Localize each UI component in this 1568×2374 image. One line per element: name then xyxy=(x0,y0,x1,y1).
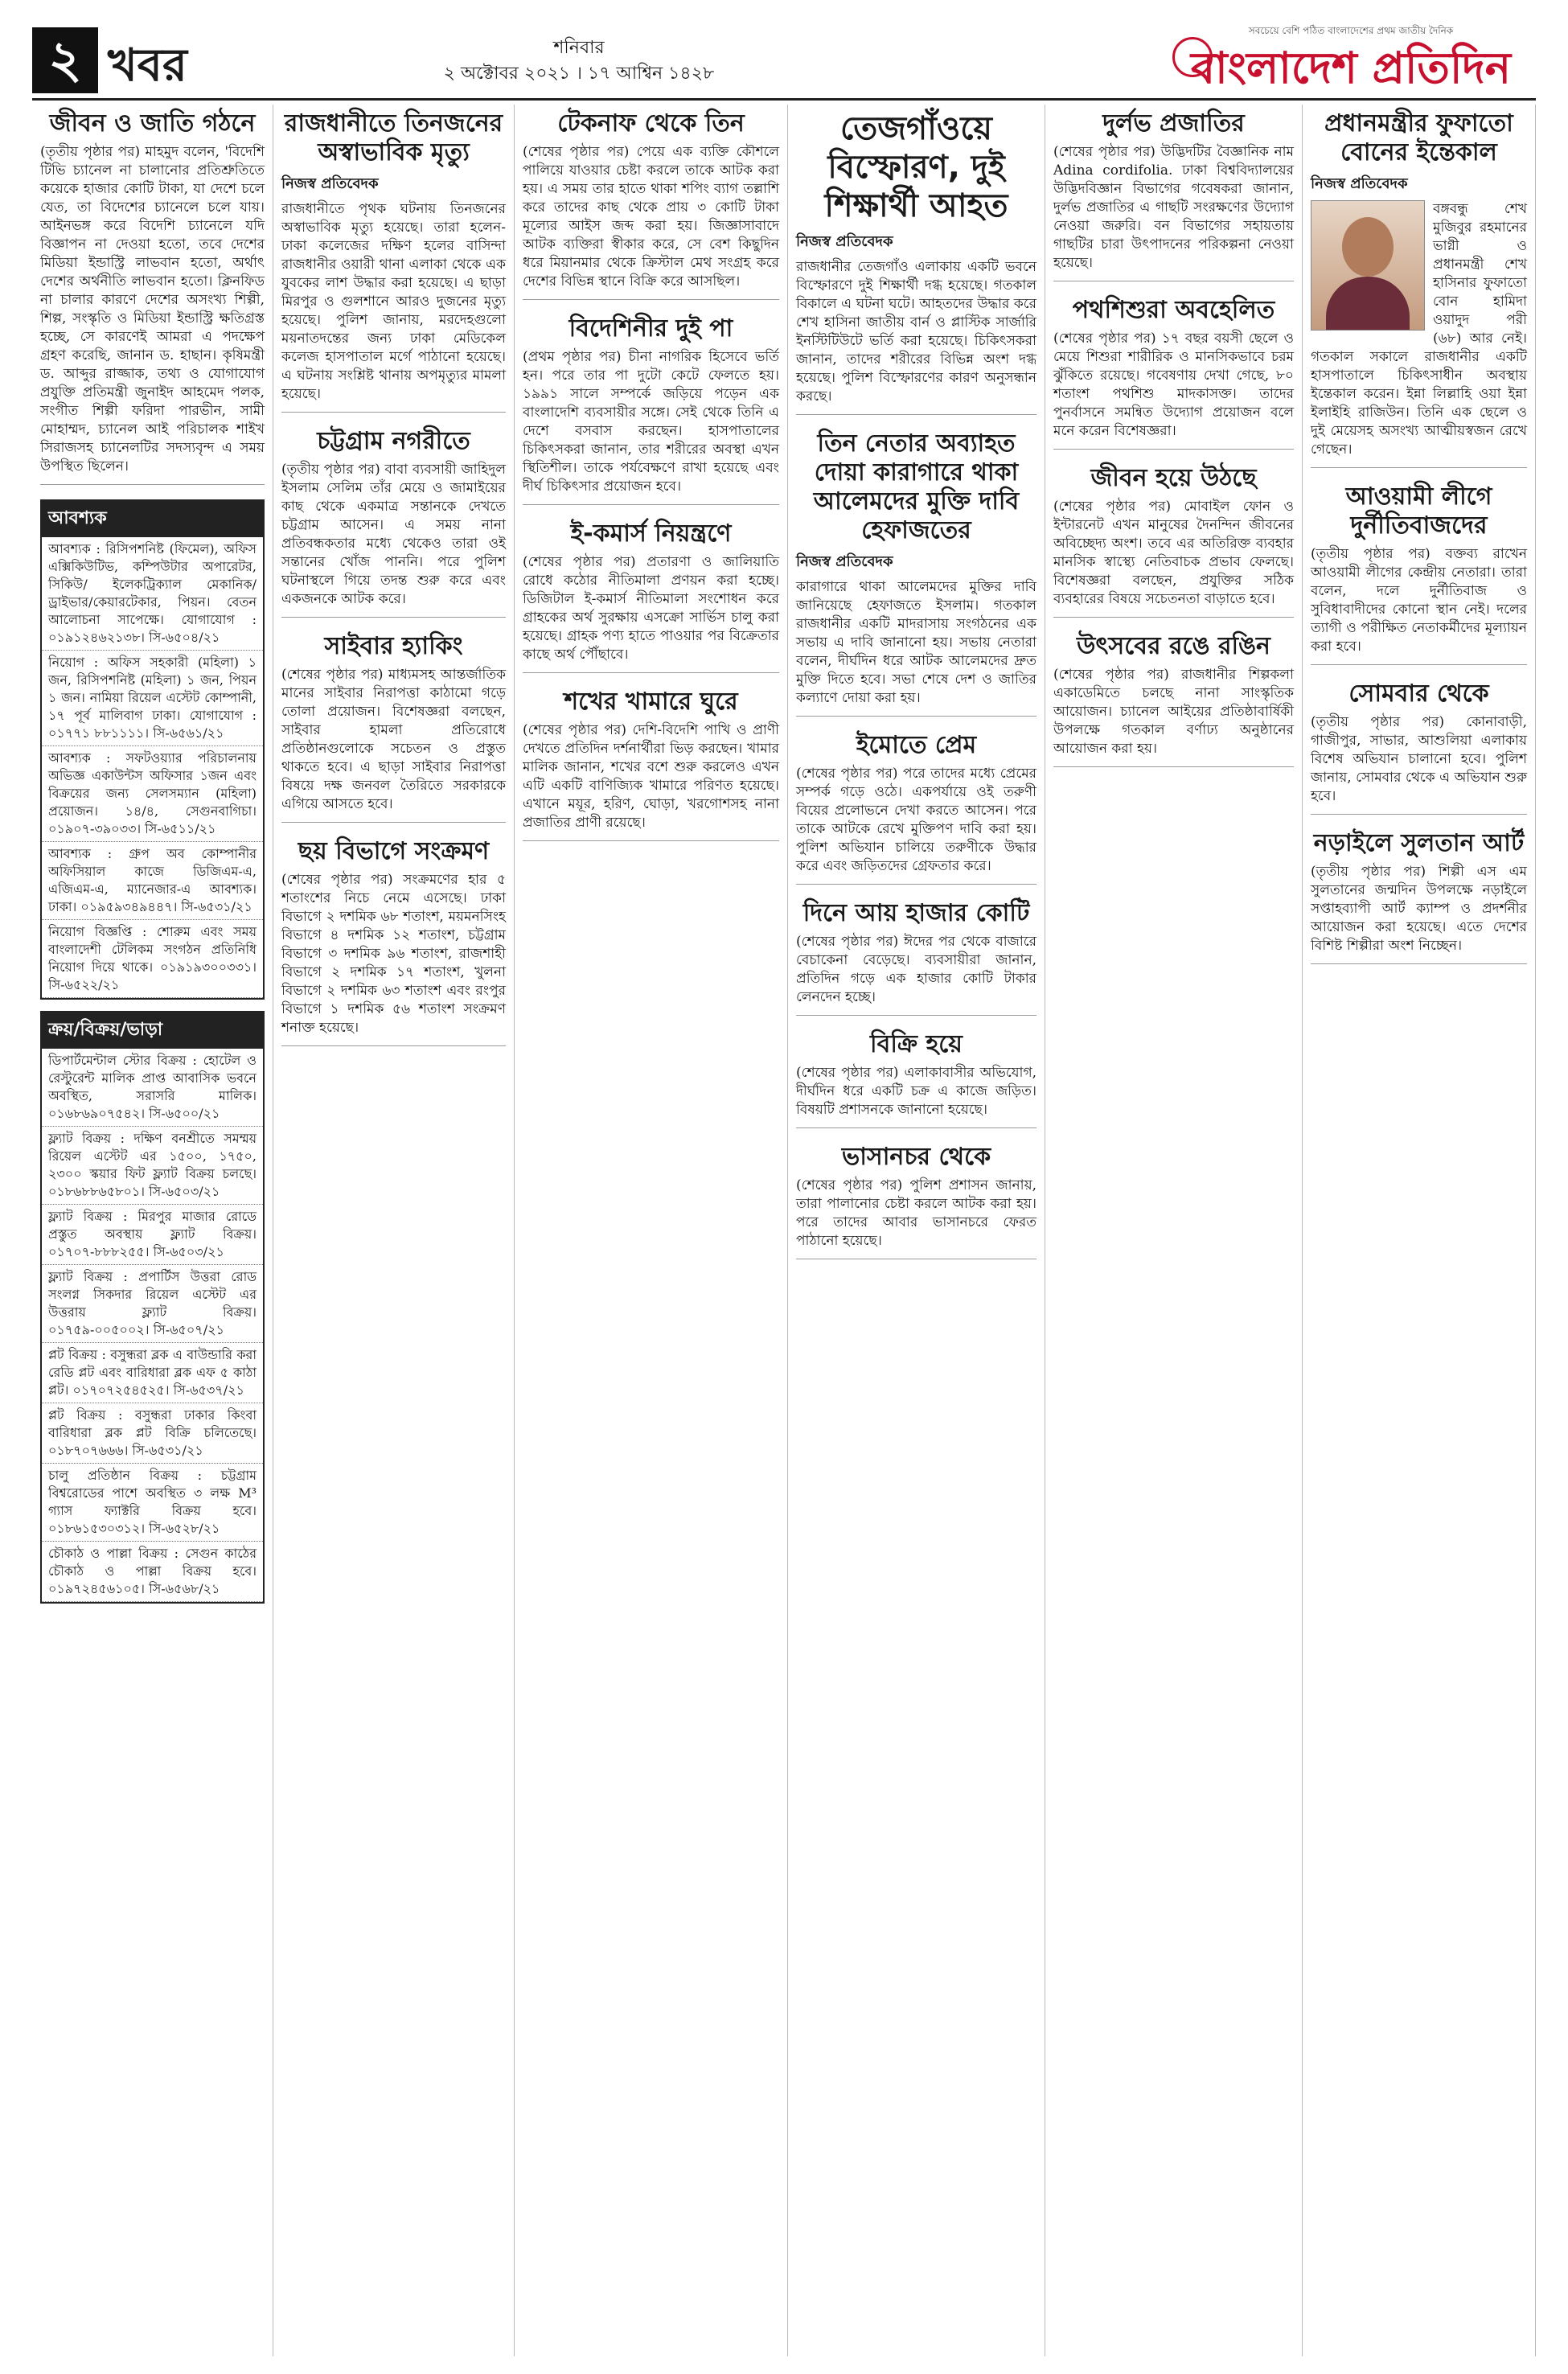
story-text: (শেষের পৃষ্ঠার পর) দেশি-বিদেশি পাখি ও প্রাণী দেখতে প্রতিদিন দর্শনার্থীরা ভিড় করছেন। খামার মালিক জানান, শখের বশে শুরু করলেও এখন এটি একটি বাণিজ্যিক খামারে পরিণত হয়েছে। এখানে ময়ূর, হরিণ, ঘোড়া, খরগোশসহ নানা প্রজাতির প্রাণী রয়েছে। xyxy=(523,722,779,831)
story-title: ছয় বিভাগে সংক্রমণ xyxy=(298,837,490,865)
story-title: পথশিশুরা অবহেলিত xyxy=(1072,296,1275,324)
story xyxy=(281,632,506,823)
story-title: তিন নেতার অব্যাহত দোয়া কারাগারে থাকা আলেমদের মুক্তি দাবি হেফাজতের xyxy=(813,429,1020,544)
story xyxy=(1311,680,1527,815)
column-1 xyxy=(32,105,273,2356)
byline: নিজস্ব প্রতিবেদক xyxy=(1311,175,1408,192)
story-text: (প্রথম পৃষ্ঠার পর) চীনা নাগরিক হিসেবে ভর্তি হন। পরে তার পা দুটো কেটে ফেলতে হয়। ১৯৯১ সালে সম্পর্কে জড়িয়ে পড়েন এক বাংলাদেশি ব্যবসায়ীর সঙ্গে। সেই থেকে তিনি এ দেশে বসবাস করছেন। হাসপাতালের চিকিৎসকরা জানান, তার শরীরের অবস্থা এখন স্থিতিশীল। তাকে পর্যবেক্ষণে রাখা হয়েছে এবং দীর্ঘ চিকিৎসার প্রয়োজন হবে। xyxy=(523,349,779,495)
classified-item: ফ্ল্যাট বিক্রয় : দক্ষিণ বনশ্রীতে সমম্ময় রিয়েল এস্টেট এর ১৫০০, ১৭৫০, ২৩০০ স্কয়ার ফিট ফ্ল্যাট বিক্রয় চলছে। ০১৮৬৮৮৬৫৮০১। সি-৬৫০৩/২১ xyxy=(42,1127,263,1205)
story xyxy=(796,1143,1036,1259)
brand-name: বাংলাদেশ প্রতিদিন xyxy=(1191,43,1511,93)
story-title: উৎসবের রঙে রঙিন xyxy=(1077,632,1270,660)
column-4 xyxy=(788,105,1045,2356)
story-title: চট্টগ্রাম নগরীতে xyxy=(317,427,470,455)
story-title: ভাসানচর থেকে xyxy=(841,1143,991,1171)
classified-item: আবশ্যক : সফটওয়্যার পরিচালনায় অভিজ্ঞ একাউন্টস অফিসার ১জন এবং বিক্রয়ের জন্য সেলসম্যান (মহিলা) প্রয়োজন। ১৪/৪, সেগুনবাগিচা। ০১৯০৭-৩৯০৩৩। সি-৬৫১১/২১ xyxy=(42,746,263,842)
story xyxy=(281,837,506,1046)
byline: নিজস্ব প্রতিবেদক xyxy=(796,553,893,570)
story-text: (তৃতীয় পৃষ্ঠার পর) বাবা ব্যবসায়ী জাহিদুল ইসলাম সেলিম তাঁর মেয়ে ও জামাইয়ের কাছ থেকে একমাত্র সন্তানকে দেখতে চট্টগ্রাম আসেন। এ সময় নানা প্রতিবন্ধকতার মধ্যে থেকেও তারা ওই সন্তানের খোঁজ পাননি। পরে পুলিশ ঘটনাস্থলে গিয়ে তদন্ত শুরু করে এবং একজনকে আটক করে। xyxy=(281,462,506,607)
story-title: জীবন হয়ে উঠছে xyxy=(1090,464,1257,492)
story-text: কারাগারে থাকা আলেমদের মুক্তির দাবি জানিয়েছে হেফাজতে ইসলাম। গতকাল রাজধানীর একটি মাদরাসায় সংগঠনের এক সভায় এ দাবি জানানো হয়। সভায় নেতারা বলেন, দীর্ঘদিন ধরে আটক আলেমদের দ্রুত মুক্তি দিতে হবে। সভা শেষে দেশ ও জাতির কল্যাণে দোয়া করা হয়। xyxy=(796,579,1036,706)
story xyxy=(796,731,1036,885)
story xyxy=(796,899,1036,1016)
story-text: (শেষের পৃষ্ঠার পর) ১৭ বছর বয়সী ছেলে ও মেয়ে শিশুরা শারীরিক ও মানসিকভাবে চরম ঝুঁকিতে রয়েছে। গবেষণায় দেখা গেছে, ৮০ শতাংশ পথশিশু মাদকাসক্ত। তাদের পুনর্বাসনে সমন্বিত উদ্যোগ প্রয়োজন বলে মনে করেন বিশেষজ্ঞরা। xyxy=(1053,331,1294,439)
portrait-face xyxy=(1342,217,1394,277)
classified-item: আবশ্যক : রিসিপশনিষ্ট (ফিমেল), অফিস এক্সিকিউটিভ, কম্পিউটার অপারেটর, সিকিউ/ ইলেকট্রিক্যাল মেকানিক/ ড্রাইভার/কেয়ারটেকার, পিয়ন। বেতন আলোচনা সাপেক্ষে। যোগাযোগ : ০১৯১২৪৬২১৩৮। সি-৬৫০৪/২১ xyxy=(42,537,263,651)
story-title: ই-কমার্স নিয়ন্ত্রণে xyxy=(570,520,732,548)
classified-item: চৌকাঠ ও পাল্লা বিক্রয় : সেগুন কাঠের চৌকাঠ ও পাল্লা বিক্রয় হবে। ০১৯৭২৪৫৬১০৫। সি-৬৫৬৮/২১ xyxy=(42,1542,263,1602)
story-text: (তৃতীয় পৃষ্ঠার পর) মাহমুদ বলেন, 'বিদেশি টিভি চ্যানেল না চালানোর প্রতিশ্রুতিতে কয়েকে হাজার কোটি টাকা, যা দেশে চলে যেত, তা বিদেশের চ্যানেলে চলে যায়। আইনভঙ্গ করে বিদেশি চ্যানেলে যদি বিজ্ঞাপন না দেওয়া হতো, তবে দেশের মিডিয়া ইন্ডাস্ট্রি লাভবান হতো, অর্থাৎ দেশের অর্থনীতি লাভবান হতো। ক্লিনফিড না চালার কারণে দেশের অসংখ্য শিল্পী, শিল্প, সংস্কৃতি ও মিডিয়া ইন্ডাস্ট্রি ক্ষতিগ্রস্ত হচ্ছে, সে কারণেই আমরা এ পদক্ষেপ গ্রহণ করেছি, জানান ড. হাছান। কৃষিমন্ত্রী ড. আব্দুর রাজ্জাক, তথ্য ও যোগাযোগ প্রযুক্তি প্রতিমন্ত্রী জুনাইদ আহমেদ পলক, সংগীত শিল্পী ফরিদা পারভীন, সামী মোহাম্মদ, চ্যানেল আই পরিচালক শাইখ সিরাজসহ চ্যানেলটির সদস্যবৃন্দ এ সময় উপস্থিত ছিলেন। xyxy=(40,144,265,474)
story-title: রাজধানীতে তিনজনের অস্বাভাবিক মৃত্যু xyxy=(284,109,503,166)
story xyxy=(1053,109,1294,281)
story xyxy=(1311,829,1527,964)
story xyxy=(1311,483,1527,665)
story-title: বিদেশিনীর দুই পা xyxy=(569,314,733,343)
story-text: (শেষের পৃষ্ঠার পর) ঈদের পর থেকে বাজারে বেচাকেনা বেড়েছে। ব্যবসায়ীরা জানান, প্রতিদিন গড়ে এক হাজার কোটি টাকার লেনদেন হচ্ছে। xyxy=(796,934,1036,1005)
classified-item: ফ্ল্যাট বিক্রয় : প্রপার্টিস উত্তরা রোড সংলগ্ন সিকদার রিয়েল এস্টেট এর উত্তরায় ফ্ল্যাট বিক্রয়। ০১৭৫৯-০০৫০০২। সি-৬৫০৭/২১ xyxy=(42,1265,263,1343)
classified-item: ডিপার্টমেন্টাল স্টোর বিক্রয় : হোটেল ও রেস্টুরেন্ট মালিক প্রাপ্ত আবাসিক ভবনে অবস্থিত, সরাসরি মালিক। ০১৬৮৬৯০৭৫৪২। সি-৬৫০০/২১ xyxy=(42,1049,263,1127)
story xyxy=(281,427,506,618)
story-text: (শেষের পৃষ্ঠার পর) উদ্ভিদটির বৈজ্ঞানিক নাম Adina cordifolia. ঢাকা বিশ্ববিদ্যালয়ের উদ্ভিদবিজ্ঞান বিভাগের গবেষকরা জানান, দুর্লভ প্রজাতির এ গাছটি সংরক্ষণের উদ্যোগ নেওয়া জরুরি। বন বিভাগের সহায়তায় গাছটির চারা উৎপাদনের পরিকল্পনা নেওয়া হয়েছে। xyxy=(1053,144,1294,271)
column-2 xyxy=(273,105,515,2356)
story-text: বঙ্গবন্ধু শেখ মুজিবুর রহমানের ভাগ্নী ও প্রধানমন্ত্রী শেখ হাসিনার ফুফাতো বোন হামিদা ওয়াদুদ পরী (৬৮) আর নেই। গতকাল সকালে রাজধানীর একটি হাসপাতালে চিকিৎসাধীন অবস্থায় ইন্তেকাল করেন। ইন্না লিল্লাহি ওয়া ইন্না ইলাইহি রাজিউন। তিনি এক ছেলে ও দুই মেয়েসহ অসংখ্য আত্মীয়স্বজন রেখে গেছেন। xyxy=(1311,201,1527,458)
story xyxy=(1053,632,1294,767)
logo-icon xyxy=(1172,37,1213,77)
story xyxy=(1053,296,1294,450)
story xyxy=(40,109,265,485)
classified-title: ক্রয়/বিক্রয়/ভাড়া xyxy=(42,1012,263,1049)
story-title: বিক্রি হয়ে xyxy=(870,1030,963,1058)
story xyxy=(796,109,1036,415)
story-text: (শেষের পৃষ্ঠার পর) মাধ্যমসহ আন্তর্জাতিক মানের সাইবার নিরাপত্তা কাঠামো গড়ে তোলা প্রয়োজন। বিশেষজ্ঞরা বলছেন, সাইবার হামলা প্রতিরোধে প্রতিষ্ঠানগুলোকে সচেতন ও প্রস্তুত থাকতে হবে। এ ছাড়া সাইবার নিরাপত্তা বিষয়ে দক্ষ জনবল তৈরিতে সরকারকে এগিয়ে আসতে হবে। xyxy=(281,667,506,812)
story-text: (শেষের পৃষ্ঠার পর) রাজধানীর শিল্পকলা একাডেমিতে চলছে নানা সাংস্কৃতিক আয়োজন। চ্যানেল আইয়ের প্রতিষ্ঠাবার্ষিকী উপলক্ষে গতকাল বর্ণাঢ্য অনুষ্ঠানের আয়োজন করা হয়। xyxy=(1053,667,1294,757)
story-title: নড়াইলে সুলতান আর্ট xyxy=(1313,829,1525,857)
story-text: (শেষের পৃষ্ঠার পর) পুলিশ প্রশাসন জানায়, তারা পালানোর চেষ্টা করলে আটক করা হয়। পরে তাদের আবার ভাসানচরে ফেরত পাঠানো হয়েছে। xyxy=(796,1177,1036,1249)
story-text: (শেষের পৃষ্ঠার পর) পেয়ে এক ব্যক্তি কৌশলে পালিয়ে যাওয়ার চেষ্টা করলে তাকে আটক করা হয়। এ সময় তার হাতে থাকা শপিং ব্যাগ তল্লাশি করে তাদের কাছ থেকে প্রায় ৩ কোটি টাকা মূল্যের আইস জব্দ করা হয়। জিজ্ঞাসাবাদে আটক ব্যক্তিরা স্বীকার করে, সে বেশ কিছুদিন ধরে মিয়ানমার থেকে ক্রিস্টাল মেথ সংগ্রহ করে দেশের বিভিন্ন স্থানে বিক্রি করে আসছিল। xyxy=(523,144,779,290)
story xyxy=(281,109,506,413)
classified-item: ফ্ল্যাট বিক্রয় : মিরপুর মাজার রোডে প্রস্তুত অবস্থায় ফ্ল্যাট বিক্রয়। ০১৭০৭-৮৮৮২৫৫। সি-৬৫০৩/২১ xyxy=(42,1205,263,1265)
story-text: (শেষের পৃষ্ঠার পর) মোবাইল ফোন ও ইন্টারনেট এখন মানুষের দৈনন্দিন জীবনের অবিচ্ছেদ্য অংশ। তবে এর অতিরিক্ত ব্যবহার মানসিক স্বাস্থ্যে নেতিবাচক প্রভাব ফেলছে। বিশেষজ্ঞরা বলছেন, প্রযুক্তির সঠিক ব্যবহারের বিষয়ে সচেতনতা বাড়াতে হবে। xyxy=(1053,499,1294,607)
story xyxy=(1311,109,1527,468)
classified-item: প্লট বিক্রয় : বসুন্ধরা ব্লক এ বাউন্ডারি করা রেডি প্লট এবং বারিধারা ব্লক এফ ৫ কাঠা প্লট। ০১৭০৭২৫৪৫২৫। সি-৬৫৩৭/২১ xyxy=(42,1343,263,1403)
classified-box-sale xyxy=(40,1011,265,1604)
story-text: (তৃতীয় পৃষ্ঠার পর) কোনাবাড়ী, গাজীপুর, সাভার, আশুলিয়া এলাকায় বিশেষ অভিযান চালানো হবে। পুলিশ জানায়, সোমবার থেকে এ অভিযান শুরু হবে। xyxy=(1311,714,1527,804)
column-3 xyxy=(515,105,788,2356)
story-text: (তৃতীয় পৃষ্ঠার পর) বক্তব্য রাখেন আওয়ামী লীগের কেন্দ্রীয় নেতারা। তারা বলেন, দলে দুর্নীতিবাজ ও সুবিধাবাদীদের কোনো স্থান নেই। দলের ত্যাগী ও পরীক্ষিত নেতাকর্মীদের মূল্যায়ন করা হবে। xyxy=(1311,546,1527,655)
story-title: সোমবার থেকে xyxy=(1348,680,1489,708)
classified-item: প্লট বিক্রয় : বসুন্ধরা ঢাকার কিংবা বারিধারা ব্লক প্লট বিক্রি চলিতেছে। ০১৮৭০৭৬৬৬। সি-৬৫৩১/২১ xyxy=(42,1403,263,1464)
story xyxy=(523,109,779,300)
page-number: ২ xyxy=(32,27,98,93)
story-title: ইমোতে প্রেম xyxy=(856,731,977,759)
story-title: জীবন ও জাতি গঠনে xyxy=(49,109,256,138)
portrait-photo xyxy=(1311,200,1425,331)
byline: নিজস্ব প্রতিবেদক xyxy=(281,175,379,192)
story-text: (শেষের পৃষ্ঠার পর) পরে তাদের মধ্যে প্রেমের সম্পর্ক গড়ে ওঠে। একপর্যায়ে ওই তরুণী বিয়ের প্রলোভনে দেখা করতে আসেন। পরে তাকে আটকে রেখে মুক্তিপণ দাবি করা হয়। পুলিশ অভিযান চালিয়ে তরুণীকে উদ্ধার করে এবং জড়িতদের গ্রেফতার করে। xyxy=(796,766,1036,874)
column-6 xyxy=(1303,105,1536,2356)
classified-item: নিয়োগ : অফিস সহকারী (মহিলা) ১ জন, রিসিপশনিষ্ট (মহিলা) ১ জন, পিয়ন ১ জন। নামিয়া রিয়েল এস্টেট কোম্পানী, ১৭ পূর্ব মালিবাগ ঢাকা। যোগাযোগ : ০১৭৭১ ৮৮১১১১। সি-৬৫৬১/২১ xyxy=(42,651,263,746)
day-label: শনিবার xyxy=(553,38,605,58)
story-text: (তৃতীয় পৃষ্ঠার পর) শিল্পী এস এম সুলতানের জন্মদিন উপলক্ষে নড়াইলে সপ্তাহব্যাপী আর্ট ক্যাম্প ও প্রদর্শনীর আয়োজন করা হয়েছে। এতে দেশের বিশিষ্ট শিল্পীরা অংশ নিচ্ছেন। xyxy=(1311,864,1527,954)
classified-title: আবশ্যক xyxy=(42,501,263,537)
portrait-body xyxy=(1326,277,1410,330)
story-text: (শেষের পৃষ্ঠার পর) এলাকাবাসীর অভিযোগ, দীর্ঘদিন ধরে একটি চক্র এ কাজে জড়িত। বিষয়টি প্রশাসনকে জানানো হয়েছে। xyxy=(796,1065,1036,1118)
section-title: খবর xyxy=(108,39,187,92)
story-title: তেজগাঁওয়ে বিস্ফোরণ, দুই শিক্ষার্থী আহত xyxy=(824,110,1008,224)
byline: নিজস্ব প্রতিবেদক xyxy=(796,233,893,250)
story xyxy=(796,1030,1036,1128)
story-text: রাজধানীর তেজগাঁও এলাকায় একটি ভবনে বিস্ফোরণে দুই শিক্ষার্থী দগ্ধ হয়েছে। গতকাল বিকালে এ ঘটনা ঘটে। আহতদের উদ্ধার করে শেখ হাসিনা জাতীয় বার্ন ও প্লাস্টিক সার্জারি ইনস্টিটিউটে ভর্তি করা হয়েছে। চিকিৎসকরা জানান, তাদের শরীরের বিভিন্ন অংশ দগ্ধ হয়েছে। পুলিশ বিস্ফোরণের কারণ অনুসন্ধান করছে। xyxy=(796,259,1036,405)
story-text: রাজধানীতে পৃথক ঘটনায় তিনজনের অস্বাভাবিক মৃত্যু হয়েছে। তারা হলেন- ঢাকা কলেজের দক্ষিণ হলের বাসিন্দা রাজধানীর ওয়ারী থানা এলাকা থেকে এক যুবকের লাশ উদ্ধার করা হয়েছে। এ ছাড়া মিরপুর ও গুলশানে আরও দুজনের মৃত্যু হয়েছে। পুলিশ জানায়, মরদেহগুলো ময়নাতদন্তের জন্য ঢাকা মেডিকেল কলেজ হাসপাতাল মর্গে পাঠানো হয়েছে। এ ঘটনায় সংশ্লিষ্ট থানায় অপমৃত্যুর মামলা হয়েছে। xyxy=(281,201,506,402)
classified-box-wanted xyxy=(40,499,265,1000)
story-title: দিনে আয় হাজার কোটি xyxy=(802,899,1030,927)
masthead-tagline: সবচেয়ে বেশি পঠিত বাংলাদেশের প্রথম জাতীয় দৈনিক xyxy=(1248,25,1454,36)
classified-item: নিয়োগ বিজ্ঞপ্তি : শোরুম এবং সময় বাংলাদেশী টেলিকম সংগঠন প্রতিনিধি নিয়োগ দিয়ে থাকে। ০১৯১৯৩০০৩৩১। সি-৬৫২২/২১ xyxy=(42,920,263,998)
column-5 xyxy=(1045,105,1303,2356)
story-title: দুর্লভ প্রজাতির xyxy=(1102,109,1245,138)
story xyxy=(796,429,1036,717)
story-title: সাইবার হ্যাকিং xyxy=(324,632,463,660)
masthead xyxy=(1166,24,1536,95)
story-title: শখের খামারে ঘুরে xyxy=(564,688,738,716)
story xyxy=(523,520,779,673)
date-label: ২ অক্টোবর ২০২১ । ১৭ আশ্বিন ১৪২৮ xyxy=(443,64,715,84)
page-header xyxy=(32,24,1536,101)
story xyxy=(523,688,779,841)
story-text: (শেষের পৃষ্ঠার পর) প্রতারণা ও জালিয়াতি রোধে কঠোর নীতিমালা প্রণয়ন করা হচ্ছে। ডিজিটাল ই-কমার্স নীতিমালা সংশোধন করে গ্রাহকের অর্থ সুরক্ষায় এসক্রো সার্ভিস চালু করা হয়েছে। গ্রাহক পণ্য হাতে পাওয়ার পর বিক্রেতার কাছে অর্থ পৌঁছাবে। xyxy=(523,554,779,663)
classified-item: চালু প্রতিষ্ঠান বিক্রয় : চট্টগ্রাম বিশ্বরোডের পাশে অবস্থিত ৩ লক্ষ M³ গ্যাস ফ্যাক্টরি বিক্রয় হবে। ০১৮৬১৫৩০৩১২। সি-৬৫২৮/২১ xyxy=(42,1464,263,1542)
story-title: প্রধানমন্ত্রীর ফুফাতো বোনের ইন্তেকাল xyxy=(1324,109,1513,166)
classified-item: আবশ্যক : গ্রুপ অব কোম্পানীর অফিসিয়াল কাজে ডিজিএম-এ, এজিএম-এ, ম্যানেজার-এ আবশ্যক। ঢাকা। ০১৯৫৯৩৪৯৪৪৭। সি-৬৫৩১/২১ xyxy=(42,842,263,920)
story-title: টেকনাফ থেকে তিন xyxy=(557,109,745,138)
story-title: আওয়ামী লীগে দুর্নীতিবাজদের xyxy=(1345,483,1492,540)
date-block xyxy=(370,35,788,87)
story xyxy=(523,314,779,505)
story-text: (শেষের পৃষ্ঠার পর) সংক্রমণের হার ৫ শতাংশের নিচে নেমে এসেছে। ঢাকা বিভাগে ২ দশমিক ৬৮ শতাংশ, ময়মনসিংহ বিভাগে ৪ দশমিক ১২ শতাংশ, চট্টগ্রাম বিভাগে ৩ দশমিক ৯৬ শতাংশ, রাজশাহী বিভাগে ২ দশমিক ১৭ শতাংশ, খুলনা বিভাগে ২ দশমিক ৬৩ শতাংশ এবং রংপুর বিভাগে ১ দশমিক ৫৬ শতাংশ সংক্রমণ শনাক্ত হয়েছে। xyxy=(281,872,506,1036)
story xyxy=(1053,464,1294,618)
